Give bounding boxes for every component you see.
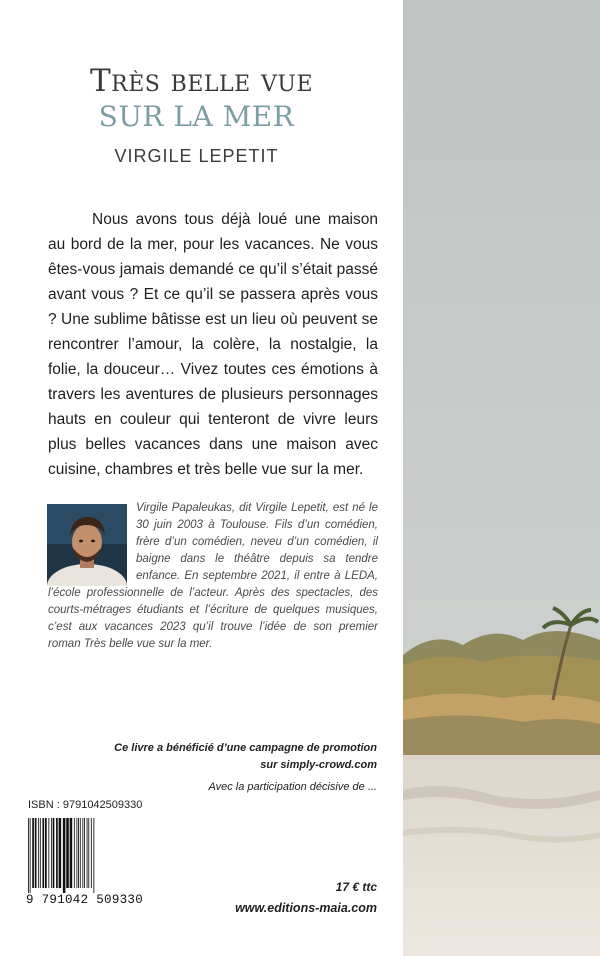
promo-note [47, 740, 377, 774]
author-bio-text: Virgile Papaleukas, dit Virgile Lepetit, est né le 30 juin 2003 à Toulouse. Fils d’un comédien, frère d’un comédien, neveu d’un comédien, il baigne dans le théâtre depuis sa tendre enfance. En septembre 2021, il entre à LEDA, l’école professionnelle de l’acteur. Après des spectacles, des courts-métrages étudiants et l’écriture de quelques musiques, c’est aux vacances 2023 qu’il trouve l’idée de son premier roman [48, 502, 378, 650]
isbn-label: ISBN : 9791042509330 [28, 799, 143, 811]
barcode-digits: 9 791042 509330 [26, 893, 150, 907]
participation-note: Avec la participation décisive de ... [208, 781, 377, 793]
publisher-website: www.editions-maia.com [235, 901, 377, 915]
price: 17 € ttc [335, 880, 377, 894]
photo-spacer [48, 500, 136, 584]
beach-dunes-photo-icon [403, 0, 600, 956]
cover-photo-strip [403, 0, 600, 956]
promo-line2: sur simply-crowd.com [260, 759, 377, 771]
book-blurb: Nous avons tous déjà loué une maison au bord de la mer, pour les vacances. Ne vous êtes-vous jamais demandé ce qu’il s’était passé avant vous ? Et ce qu’il se passera après vous ? Une sublime bâtisse est un lieu où peuvent se rencontrer l’amour, la colère, la nostalgie, la folie, la douceur… Vivez toutes ces émotions à travers les aventures de plusieurs personnages hauts en couleur qui tenteront de vivre leurs plus belles vacances dans une maison avec cuisine, chambres et très belle vue sur la mer. [48, 211, 378, 478]
book-title-line1: Très belle vue [89, 63, 314, 99]
author-bio-book-title: Très belle vue sur la mer. [83, 638, 213, 650]
author-name: VIRGILE LEPETIT [114, 146, 279, 166]
ean-13-barcode-icon [26, 818, 150, 894]
promo-line1: Ce livre a bénéficié d’une campagne de promotion [114, 742, 377, 754]
author-bio [48, 500, 378, 653]
book-title-line2: SUR LA MER [98, 100, 295, 133]
